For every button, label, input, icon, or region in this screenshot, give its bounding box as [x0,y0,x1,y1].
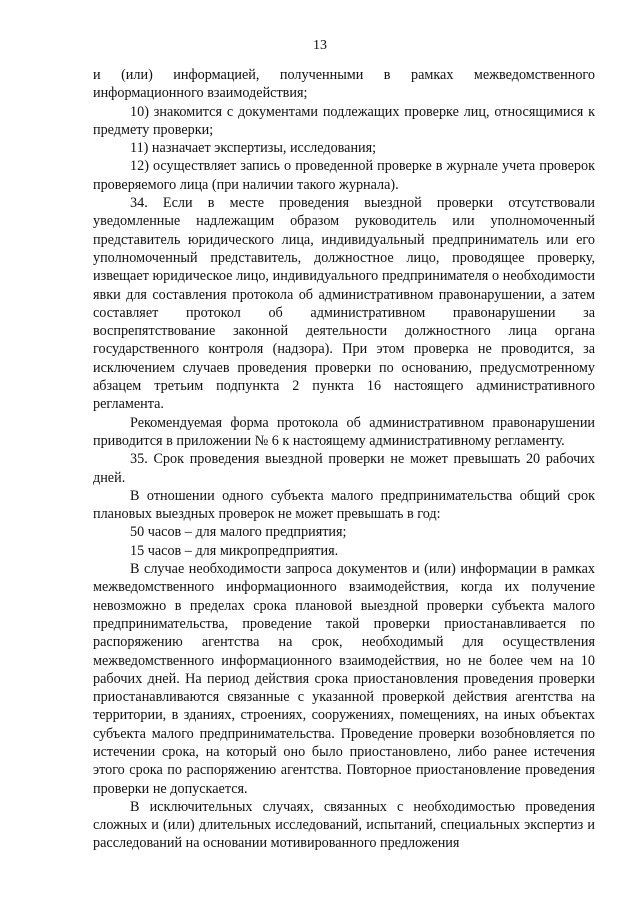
document-body [93,66,595,853]
paragraph: В отношении одного субъекта малого предпринимательства общий срок плановых выездных проверок не может превышать в год: [93,487,595,523]
paragraph: 15 часов – для микропредприятия. [130,542,339,559]
paragraph: 34. Если в месте проведения выездной проверки отсутствовали уведомленные надлежащим образом руководитель или уполномоченный представитель юридического лица, индивидуальный предприниматель или его уполномоченный представитель, должностное лицо, проводящее проверку, извещает юридическое лицо, индивидуального предпринимателя о необходимости явки для составления протокола об административном правонарушении, а затем составляет протокол об административном правонарушении за воспрепятствование законной деятельности должностного лица органа государственного контроля (надзора). При этом проверка не проводится, за исключением случаев проведения проверки по основанию, предусмотренному абзацем третьим подпункта 2 пункта 16 настоящего административного регламента. [93,195,595,413]
paragraph: и (или) информацией, полученными в рамках межведомственного информационного взаимодействия; [93,67,595,102]
paragraph: 10) знакомится с документами подлежащих проверке лиц, относящимися к предмету проверки; [93,103,595,138]
paragraph: В исключительных случаях, связанных с необходимостью проведения сложных и (или) длительных исследований, испытаний, специальных экспертиз и расследований на основании мотивированного предложения [93,798,595,852]
paragraph: В случае необходимости запроса документов и (или) информации в рамках межведомственного информационного взаимодействия, когда их получение невозможно в пределах срока плановой выездной проверки субъекта малого предпринимательства, проведение такой проверки приостанавливается по распоряжению агентства на срок, необходимый для осуществления межведомственного информационного взаимодействия, но не более чем на 10 рабочих дней. На период действия срока приостановления проведения проверки приостанавливаются связанные с указанной проверкой действия агентства на территории, в зданиях, строениях, сооружениях, помещениях, на иных объектах субъекта малого предпринимательства. Проведение проверки возобновляется по истечении срока, на который оно было приостановлено, либо ранее истечения этого срока по распоряжению агентства. Повторное приостановление проведения проверки не допускается. [93,561,595,797]
paragraph: 35. Срок проведения выездной проверки не может превышать 20 рабочих дней. [93,451,595,486]
paragraph: 50 часов – для малого предприятия; [130,524,347,541]
paragraph: 12) осуществляет запись о проведенной проверке в журнале учета проверок проверяемого лица (при наличии такого журнала). [93,158,595,193]
paragraph: Рекомендуемая форма протокола об административном правонарушении приводится в приложении № 6 к настоящему административному регламенту. [93,414,595,449]
paragraph: 11) назначает экспертизы, исследования; [130,140,377,157]
page-number: 13 [313,38,327,53]
